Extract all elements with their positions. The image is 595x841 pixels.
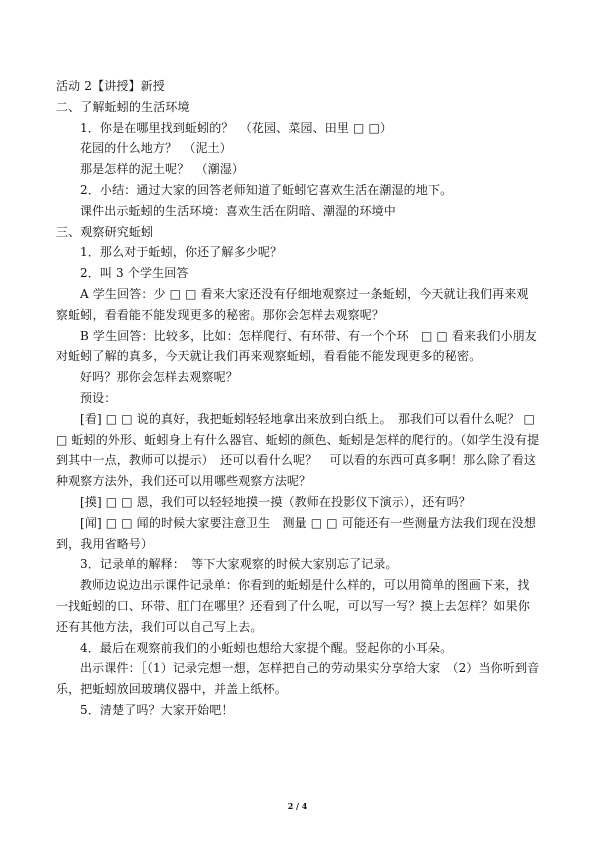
paragraph: 预设： [80,390,117,405]
paragraph: 好吗？那你会怎样去观察呢？ [80,370,238,385]
paragraph: [看] □ □ 说的真好，我把蚯蚓轻轻地拿出来放到白纸上。 那我们可以看什么呢？ □ □ 蚯蚓的外形、蚯蚓身上有什么器官、蚯蚓的颜色、蚯蚓是怎样的爬行的。（如学生没有提到其中一点，教师可以提示） 还可以看什么呢？ 可以看的东西可真多啊！那么除了看这种观察方法外，我们还可以用哪些观察方法呢？ [56,411,540,489]
section-heading-observation: 三、观察研究蚯蚓 [56,224,154,239]
paragraph: [摸] □ □ 恩，我们可以轻轻地摸一摸（教师在投影仪下演示），还有吗？ [80,494,471,509]
paragraph: [闻] □ □ 闻的时候大家要注意卫生 测量 □ □ 可能还有一些测量方法我们现在没想到，我用省略号） [56,515,537,551]
paragraph: 1．那么对于蚯蚓，你还了解多少呢？ [80,245,283,260]
activity-heading: 活动 2【讲授】新授 [56,79,165,93]
paragraph: 5．清楚了吗？大家开始吧！ [80,702,234,717]
paragraph: 教师边说边出示课件记录单：你看到的蚯蚓是什么样的，可以用简单的图画下来，找一找蚯蚓的口、环带、肛门在哪里？还看到了什么呢，可以写一写？摸上去怎样？如果你还有其他方法，我们可以自己写上去。 [56,578,530,634]
paragraph: 4．最后在观察前我们的小蚯蚓也想给大家提个醒。竖起你的小耳朵。 [80,640,453,655]
section-heading-environment: 二、了解蚯蚓的生活环境 [56,99,190,114]
paragraph: 2．小结：通过大家的回答老师知道了蚯蚓它喜欢生活在潮湿的地下。 [80,182,453,197]
paragraph: 课件出示蚯蚓的生活环境：喜欢生活在阴暗、潮湿的环境中 [80,203,396,218]
paragraph: 2．叫 3 个学生回答 [80,266,189,281]
paragraph: 那是怎样的泥土呢？ （潮湿） [80,162,245,177]
document-body [56,76,540,721]
paragraph: 1．你是在哪里找到蚯蚓的？ （花园、菜园、田里 □ □） [80,120,393,135]
page-number: 2 / 4 [287,801,308,811]
paragraph: 3．记录单的解释： 等下大家观察的时候大家别忘了记录。 [80,557,398,572]
paragraph: 出示课件：［（1）记录完想一想，怎样把自己的劳动果实分享给大家 （2）当你听到音乐，把蚯蚓放回玻璃仪器中，并盖上纸杯。 [56,661,540,697]
paragraph: B 学生回答：比较多，比如：怎样爬行、有环带、有一个个环 □ □ 看来我们小朋友对蚯蚓了解的真多，今天就让我们再来观察蚯蚓，看看能不能发现更多的秘密。 [56,328,537,364]
paragraph: A 学生回答：少 □ □ 看来大家还没有仔细地观察过一条蚯蚓，今天就让我们再来观察蚯蚓，看看能不能发现更多的秘密。那你会怎样去观察呢？ [56,286,529,322]
paragraph: 花园的什么地方？ （泥土） [80,141,232,156]
